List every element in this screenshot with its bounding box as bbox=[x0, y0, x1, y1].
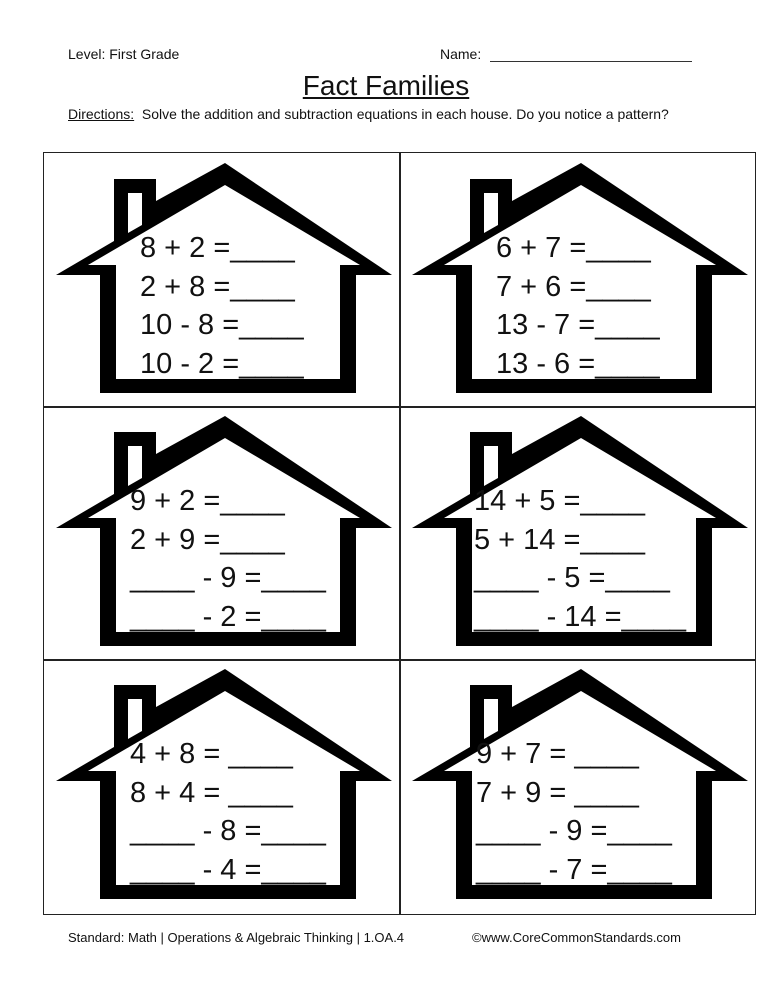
equation[interactable]: 13 - 6 =____ bbox=[496, 347, 660, 380]
equation[interactable]: 9 + 2 =____ bbox=[130, 485, 285, 517]
equation[interactable]: 7 + 6 =____ bbox=[496, 270, 651, 303]
house-cell bbox=[44, 153, 400, 407]
directions-label: Directions: bbox=[68, 106, 135, 122]
equation[interactable]: ____ - 4 =____ bbox=[130, 853, 326, 886]
page-title: Fact Families bbox=[302, 70, 470, 101]
name-field[interactable] bbox=[490, 61, 692, 62]
equation[interactable]: 10 - 8 =____ bbox=[140, 309, 304, 341]
copyright-footer: ©www.CoreCommonStandards.com bbox=[472, 930, 681, 945]
equation[interactable]: 9 + 7 = ____ bbox=[476, 738, 639, 770]
equation[interactable]: 10 - 2 =____ bbox=[140, 347, 304, 380]
equation[interactable]: 13 - 7 =____ bbox=[496, 309, 660, 341]
house-cell bbox=[44, 406, 400, 660]
house-cell bbox=[44, 659, 400, 913]
directions-text: Solve the addition and subtraction equations in each house. Do you notice a pattern? bbox=[141, 106, 669, 122]
grade-level: Level: First Grade bbox=[68, 46, 180, 62]
equation[interactable]: ____ - 8 =____ bbox=[130, 815, 326, 847]
equation[interactable]: 8 + 4 = ____ bbox=[130, 776, 293, 809]
equation-list bbox=[474, 482, 686, 636]
equation-list bbox=[476, 735, 672, 889]
equation[interactable]: 8 + 2 =____ bbox=[140, 232, 295, 264]
equation[interactable]: ____ - 14 =____ bbox=[474, 600, 687, 633]
equation-list bbox=[140, 229, 304, 383]
name-label: Name: bbox=[440, 46, 482, 62]
equation[interactable]: 14 + 5 =____ bbox=[474, 485, 645, 517]
equation[interactable]: ____ - 9 =____ bbox=[476, 815, 672, 847]
equation[interactable]: 4 + 8 = ____ bbox=[130, 738, 293, 770]
directions bbox=[68, 105, 708, 123]
equation[interactable]: 7 + 9 = ____ bbox=[476, 776, 639, 809]
equation[interactable]: ____ - 5 =____ bbox=[474, 562, 670, 594]
equation[interactable]: 5 + 14 =____ bbox=[474, 523, 645, 556]
standard-footer: Standard: Math | Operations & Algebraic Thinking | 1.OA.4 bbox=[68, 930, 405, 945]
house-cell bbox=[400, 406, 756, 660]
equation[interactable]: 6 + 7 =____ bbox=[496, 232, 651, 264]
house-cell bbox=[400, 153, 756, 407]
equation[interactable]: ____ - 7 =____ bbox=[476, 853, 672, 886]
equation-list bbox=[496, 229, 660, 383]
equation-list bbox=[130, 735, 326, 889]
house-cell bbox=[400, 659, 756, 913]
equation[interactable]: ____ - 9 =____ bbox=[130, 562, 326, 594]
equation[interactable]: 2 + 9 =____ bbox=[130, 523, 285, 556]
equation[interactable]: ____ - 2 =____ bbox=[130, 600, 326, 633]
equation-list bbox=[130, 482, 326, 636]
equation[interactable]: 2 + 8 =____ bbox=[140, 270, 295, 303]
